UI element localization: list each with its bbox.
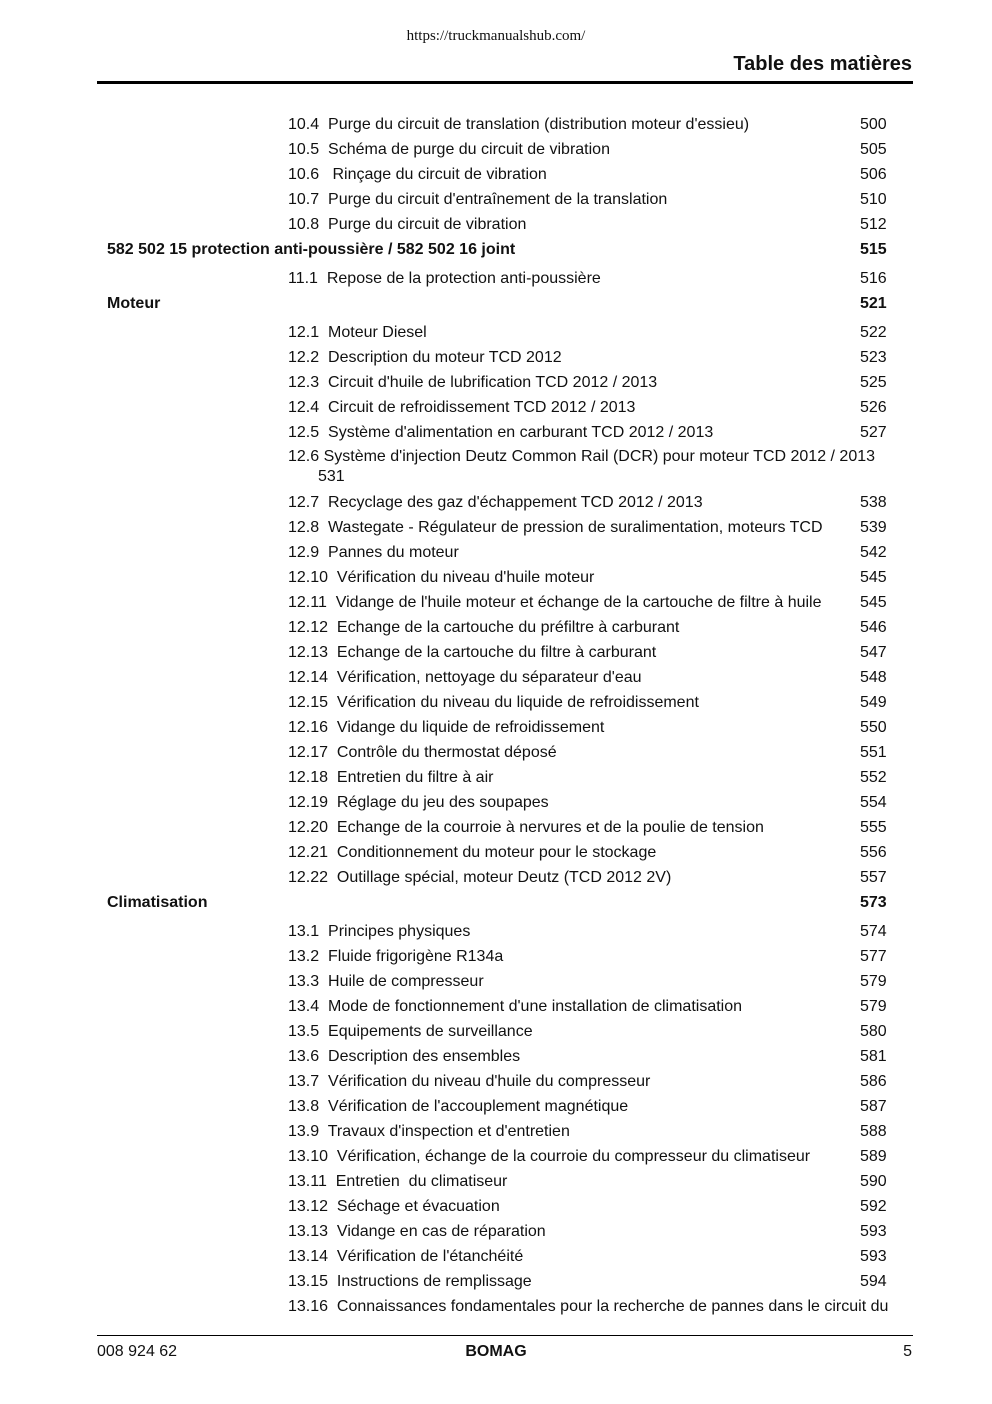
toc-entry-page: 506 — [860, 166, 887, 183]
toc-entry-title: 12.2 Description du moteur TCD 2012 — [288, 349, 562, 366]
toc-entry-12-21[interactable] — [0, 840, 992, 865]
toc-entry-page: 516 — [860, 270, 887, 287]
toc-entry-12-7[interactable] — [0, 490, 992, 515]
toc-entry-title: 10.4 Purge du circuit de translation (distribution moteur d'essieu) — [288, 116, 750, 133]
toc-entry-page: 545 — [860, 594, 887, 611]
toc-chapter-title: Moteur — [107, 295, 161, 312]
toc-entry-title: 10.7 Purge du circuit d'entraînement de la translation — [288, 191, 668, 208]
toc-entry-title: 10.6 Rinçage du circuit de vibration — [288, 166, 547, 183]
toc-entry-title: 12.18 Entretien du filtre à air — [288, 769, 494, 786]
toc-entry-13-10[interactable] — [0, 1144, 992, 1169]
toc-entry-page: 574 — [860, 923, 887, 940]
toc-entry-title: 12.7 Recyclage des gaz d'échappement TCD 2012 / 2013 — [288, 494, 703, 511]
toc-entry-title: 12.1 Moteur Diesel — [288, 324, 427, 341]
toc-entry-title: 11.1 Repose de la protection anti-poussière — [288, 270, 601, 287]
toc-entry-12-15[interactable] — [0, 690, 992, 715]
toc-entry-page: 525 — [860, 374, 887, 391]
toc-entry-13-4[interactable] — [0, 994, 992, 1019]
toc-entry-10-4[interactable] — [0, 112, 992, 137]
toc-entry-title: 13.3 Huile de compresseur — [288, 973, 484, 990]
toc-entry-title: 13.13 Vidange en cas de réparation — [288, 1223, 546, 1240]
toc-chapter-page: 521 — [860, 295, 887, 312]
toc-entry-13-13[interactable] — [0, 1219, 992, 1244]
toc-entry-title: 12.10 Vérification du niveau d'huile moteur — [288, 569, 595, 586]
toc-entry-12-22[interactable] — [0, 865, 992, 890]
toc-entry-page: 588 — [860, 1123, 887, 1140]
toc-entry-page: 500 — [860, 116, 887, 133]
toc-entry-title: 12.15 Vérification du niveau du liquide de refroidissement — [288, 694, 699, 711]
toc-entry-title: 12.13 Echange de la cartouche du filtre à carburant — [288, 644, 657, 661]
toc-chapter-12[interactable] — [0, 291, 992, 320]
toc-entry-title: 13.5 Equipements de surveillance — [288, 1023, 533, 1040]
footer-divider — [97, 1335, 913, 1336]
toc-chapter-title: 582 502 15 protection anti-poussière / 582 502 16 joint — [107, 241, 516, 258]
toc-entry-page: 522 — [860, 324, 887, 341]
page-title: Table des matières — [733, 53, 912, 75]
toc-entry-12-1[interactable] — [0, 320, 992, 345]
toc-entry-page: 580 — [860, 1023, 887, 1040]
toc-entry-title: 13.8 Vérification de l'accouplement magnétique — [288, 1098, 629, 1115]
toc-entry-title: 13.2 Fluide frigorigène R134a — [288, 948, 504, 965]
toc-entry-title: 12.19 Réglage du jeu des soupapes — [288, 794, 549, 811]
toc-entry-13-8[interactable] — [0, 1094, 992, 1119]
toc-entry-page: 552 — [860, 769, 887, 786]
toc-entry-page: 555 — [860, 819, 887, 836]
toc-entry-12-2[interactable] — [0, 345, 992, 370]
toc-entry-title: 13.1 Principes physiques — [288, 923, 471, 940]
toc-entry-title: 12.17 Contrôle du thermostat déposé — [288, 744, 557, 761]
toc-entry-page: 586 — [860, 1073, 887, 1090]
toc-entry-page: 594 — [860, 1273, 887, 1290]
toc-entry-12-5[interactable] — [0, 420, 992, 445]
toc-chapter-page: 573 — [860, 894, 887, 911]
toc-entry-page: 589 — [860, 1148, 887, 1165]
toc-entry-12-10[interactable] — [0, 565, 992, 590]
toc-entry-13-2[interactable] — [0, 944, 992, 969]
toc-entry-10-7[interactable] — [0, 187, 992, 212]
toc-entry-page: 551 — [860, 744, 887, 761]
toc-entry-page: 590 — [860, 1173, 887, 1190]
toc-entry-page: 550 — [860, 719, 887, 736]
toc-entry-10-6[interactable] — [0, 162, 992, 187]
toc-entry-12-11[interactable] — [0, 590, 992, 615]
toc-entry-page: 510 — [860, 191, 887, 208]
toc-entry-13-15[interactable] — [0, 1269, 992, 1294]
toc-entry-page: 581 — [860, 1048, 887, 1065]
toc-chapter-page: 515 — [860, 241, 887, 258]
toc-entry-12-19[interactable] — [0, 790, 992, 815]
toc-entry-page: 549 — [860, 694, 887, 711]
toc-entry-title: 12.20 Echange de la courroie à nervures et de la poulie de tension — [288, 819, 764, 836]
toc-entry-page: 548 — [860, 669, 887, 686]
toc-entry-12-8[interactable] — [0, 515, 992, 540]
toc-entry-12-6[interactable] — [0, 445, 992, 490]
toc-entry-title: 12.12 Echange de la cartouche du préfiltre à carburant — [288, 619, 680, 636]
toc-entry-page: 512 — [860, 216, 887, 233]
toc-chapter-13[interactable] — [0, 890, 992, 919]
toc-entry-title: 13.4 Mode de fonctionnement d'une installation de climatisation — [288, 998, 743, 1015]
toc-entry-page: 577 — [860, 948, 887, 965]
toc-entry-title: 12.6 Système d'injection Deutz Common Rail (DCR) pour moteur TCD 2012 / 2013 — [288, 448, 876, 465]
toc-entry-page: 547 — [860, 644, 887, 661]
table-of-contents — [0, 112, 992, 1319]
toc-entry-page: 505 — [860, 141, 887, 158]
toc-entry-12-16[interactable] — [0, 715, 992, 740]
toc-chapter-11[interactable] — [0, 237, 992, 266]
toc-entry-page: 579 — [860, 998, 887, 1015]
toc-entry-13-7[interactable] — [0, 1069, 992, 1094]
toc-entry-page: 526 — [860, 399, 887, 416]
toc-entry-13-1[interactable] — [0, 919, 992, 944]
toc-entry-page: 593 — [860, 1248, 887, 1265]
toc-entry-page: 545 — [860, 569, 887, 586]
toc-entry-page: 579 — [860, 973, 887, 990]
toc-entry-title: 13.10 Vérification, échange de la courroie du compresseur du climatiseur — [288, 1148, 811, 1165]
toc-entry-12-9[interactable] — [0, 540, 992, 565]
toc-entry-13-9[interactable] — [0, 1119, 992, 1144]
toc-entry-12-20[interactable] — [0, 815, 992, 840]
brand-name: BOMAG — [465, 1343, 527, 1360]
toc-entry-12-12[interactable] — [0, 615, 992, 640]
toc-entry-12-18[interactable] — [0, 765, 992, 790]
toc-entry-13-5[interactable] — [0, 1019, 992, 1044]
toc-entry-12-13[interactable] — [0, 640, 992, 665]
toc-entry-page: 593 — [860, 1223, 887, 1240]
toc-entry-page: 539 — [860, 519, 887, 536]
toc-entry-title: 10.5 Schéma de purge du circuit de vibration — [288, 141, 610, 158]
toc-entry-page: 592 — [860, 1198, 887, 1215]
toc-entry-12-14[interactable] — [0, 665, 992, 690]
toc-entry-page: 542 — [860, 544, 887, 561]
toc-entry-title: 12.16 Vidange du liquide de refroidissement — [288, 719, 605, 736]
toc-entry-10-8[interactable] — [0, 212, 992, 237]
toc-entry-title: 12.11 Vidange de l'huile moteur et échange de la cartouche de filtre à huile — [288, 594, 822, 611]
toc-entry-title: 12.8 Wastegate - Régulateur de pression de suralimentation, moteurs TCD — [288, 519, 823, 536]
toc-entry-page: 557 — [860, 869, 887, 886]
toc-entry-title: 13.15 Instructions de remplissage — [288, 1273, 532, 1290]
toc-entry-title: 12.14 Vérification, nettoyage du séparateur d'eau — [288, 669, 642, 686]
toc-entry-title: 12.5 Système d'alimentation en carburant TCD 2012 / 2013 — [288, 424, 714, 441]
toc-entry-title: 13.14 Vérification de l'étanchéité — [288, 1248, 524, 1265]
source-url[interactable]: https://truckmanualshub.com/ — [406, 28, 586, 44]
toc-entry-13-12[interactable] — [0, 1194, 992, 1219]
toc-entry-title: 13.16 Connaissances fondamentales pour la recherche de pannes dans le circuit du — [288, 1298, 889, 1315]
toc-entry-title: 12.9 Pannes du moteur — [288, 544, 459, 561]
toc-entry-page: 527 — [860, 424, 887, 441]
toc-entry-page: 523 — [860, 349, 887, 366]
toc-entry-title: 12.22 Outillage spécial, moteur Deutz (TCD 2012 2V) — [288, 869, 672, 886]
toc-entry-title: 10.8 Purge du circuit de vibration — [288, 216, 527, 233]
toc-entry-12-4[interactable] — [0, 395, 992, 420]
toc-entry-title: 13.6 Description des ensembles — [288, 1048, 521, 1065]
toc-entry-title: 13.12 Séchage et évacuation — [288, 1198, 500, 1215]
document-number: 008 924 62 — [97, 1343, 178, 1360]
toc-entry-page: 538 — [860, 494, 887, 511]
toc-entry-13-14[interactable] — [0, 1244, 992, 1269]
toc-entry-title: 12.21 Conditionnement du moteur pour le stockage — [288, 844, 657, 861]
toc-entry-title: 13.11 Entretien du climatiseur — [288, 1173, 508, 1190]
toc-chapter-title: Climatisation — [107, 894, 208, 911]
toc-entry-13-3[interactable] — [0, 969, 992, 994]
toc-entry-13-6[interactable] — [0, 1044, 992, 1069]
toc-entry-12-17[interactable] — [0, 740, 992, 765]
toc-entry-page: 556 — [860, 844, 887, 861]
toc-entry-page: 546 — [860, 619, 887, 636]
header-divider — [97, 81, 913, 84]
toc-entry-title: 12.3 Circuit d'huile de lubrification TCD 2012 / 2013 — [288, 374, 658, 391]
toc-entry-page: 587 — [860, 1098, 887, 1115]
toc-entry-title: 13.7 Vérification du niveau d'huile du compresseur — [288, 1073, 651, 1090]
toc-entry-page: 554 — [860, 794, 887, 811]
toc-entry-12-3[interactable] — [0, 370, 992, 395]
page-number: 5 — [903, 1343, 912, 1360]
toc-entry-page: 531 — [318, 468, 345, 485]
toc-entry-11-1[interactable] — [0, 266, 992, 291]
toc-entry-title: 13.9 Travaux d'inspection et d'entretien — [288, 1123, 570, 1140]
toc-entry-13-16[interactable] — [0, 1294, 992, 1319]
toc-entry-title: 12.4 Circuit de refroidissement TCD 2012 / 2013 — [288, 399, 636, 416]
toc-entry-13-11[interactable] — [0, 1169, 992, 1194]
toc-entry-10-5[interactable] — [0, 137, 992, 162]
